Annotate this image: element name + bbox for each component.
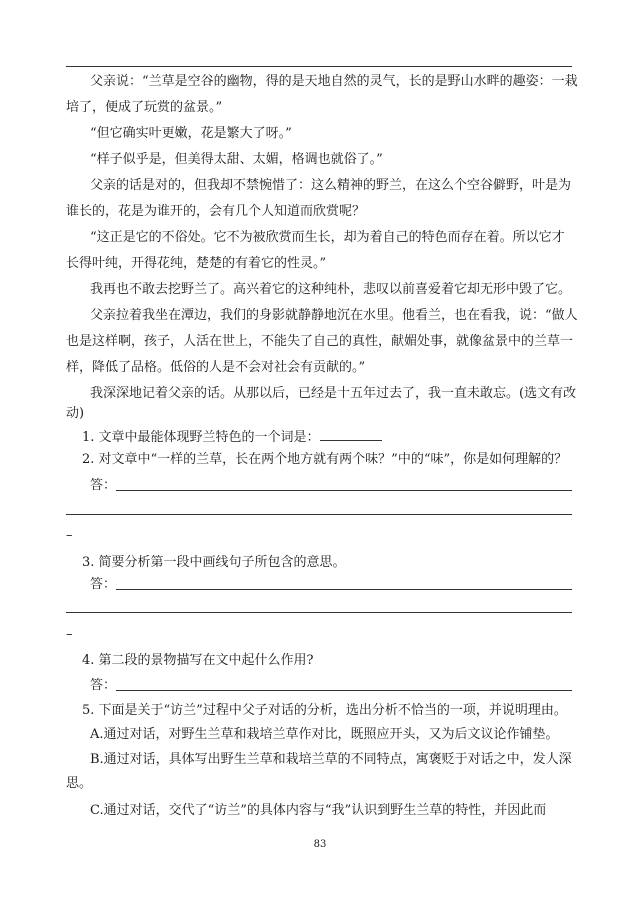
question-2-answer-line-1[interactable] — [116, 490, 572, 491]
question-2-dash: – — [66, 528, 73, 543]
passage-p1-line2: 培了，便成了玩赏的盆景。” — [66, 100, 223, 115]
question-4-answer-label: 答： — [90, 678, 117, 693]
passage-p7-line3: 样，降低了品格。低俗的人是不会对社会有贡献的。” — [66, 360, 366, 375]
passage-p3: “样子似乎是，但美得太甜、太媚，格调也就俗了。” — [90, 152, 383, 167]
question-1-blank[interactable] — [320, 428, 382, 441]
question-2: 2. 对文章中“一样的兰草，长在两个地方就有两个味？”中的“味”，你是如何理解的？ — [82, 452, 568, 467]
question-1-text: 1. 文章中最能体现野兰特色的一个词是： — [82, 430, 320, 445]
question-4-answer-line[interactable] — [116, 690, 572, 691]
option-b-line1[interactable]: B.通过对话，具体写出野生兰草和栽培兰草的不同特点，寓褒贬于对话之中，发人深 — [90, 752, 572, 767]
page-number: 83 — [313, 839, 327, 850]
passage-p8-line2: 动) — [66, 406, 85, 421]
question-3-answer-label: 答： — [90, 577, 117, 592]
passage-p8-line1: 我深深地记着父亲的话。从那以后，已经是十五年过去了，我一直未敢忘。(选文有改 — [90, 386, 577, 401]
header-rule — [66, 66, 572, 67]
question-3: 3. 简要分析第一段中画线句子所包含的意思。 — [82, 555, 346, 570]
question-3-answer-line-2[interactable] — [66, 612, 572, 613]
passage-p5-line2: 长得叶纯，开得花纯，楚楚的有着它的性灵。” — [66, 256, 327, 271]
question-2-answer-label: 答： — [90, 478, 117, 493]
passage-p7-line1: 父亲拉着我坐在潭边，我们的身影就静静地沉在水里。他看兰，也在看我，说：“做人 — [90, 308, 578, 323]
passage-p7-line2: 也是这样啊，孩子，人活在世上，不能失了自己的真性，献媚处事，就像盆景中的兰草一 — [66, 334, 574, 349]
question-4: 4. 第二段的景物描写在文中起什么作用? — [82, 653, 314, 668]
question-3-dash: – — [66, 627, 73, 642]
question-5: 5. 下面是关于“访兰”过程中父子对话的分析，选出分析不恰当的一项，并说明理由。 — [82, 703, 567, 718]
option-b-line2[interactable]: 思。 — [66, 776, 93, 791]
question-3-answer-line-1[interactable] — [116, 589, 572, 590]
passage-p2: “但它确实叶更嫩，花是繁大了呀。” — [90, 126, 292, 141]
question-1 — [82, 428, 382, 447]
passage-p5-line1: “这正是它的不俗处。它不为被欣赏而生长，却为着自己的特色而存在着。所以它才 — [90, 230, 565, 245]
passage-p1-line1: 父亲说：“兰草是空谷的幽物，得的是天地自然的灵气，长的是野山水畔的趣姿：一栽 — [90, 74, 578, 89]
passage-p4-line1: 父亲的话是对的，但我却不禁惋惜了：这么精神的野兰，在这么个空谷僻野，叶是为 — [90, 178, 572, 193]
passage-p6: 我再也不敢去挖野兰了。高兴着它的这种纯朴，悲叹以前喜爱着它却无形中毁了它。 — [90, 282, 572, 297]
option-c[interactable]: C.通过对话，交代了“访兰”的具体内容与“我”认识到野生兰草的特性，并因此而 — [90, 803, 547, 818]
passage-p4-line2: 谁长的，花是为谁开的，会有几个人知道而欣赏呢？ — [66, 204, 366, 219]
option-a[interactable]: A.通过对话，对野生兰草和栽培兰草作对比，既照应开头，又为后文议论作铺垫。 — [90, 727, 559, 742]
question-2-answer-line-2[interactable] — [66, 514, 572, 515]
